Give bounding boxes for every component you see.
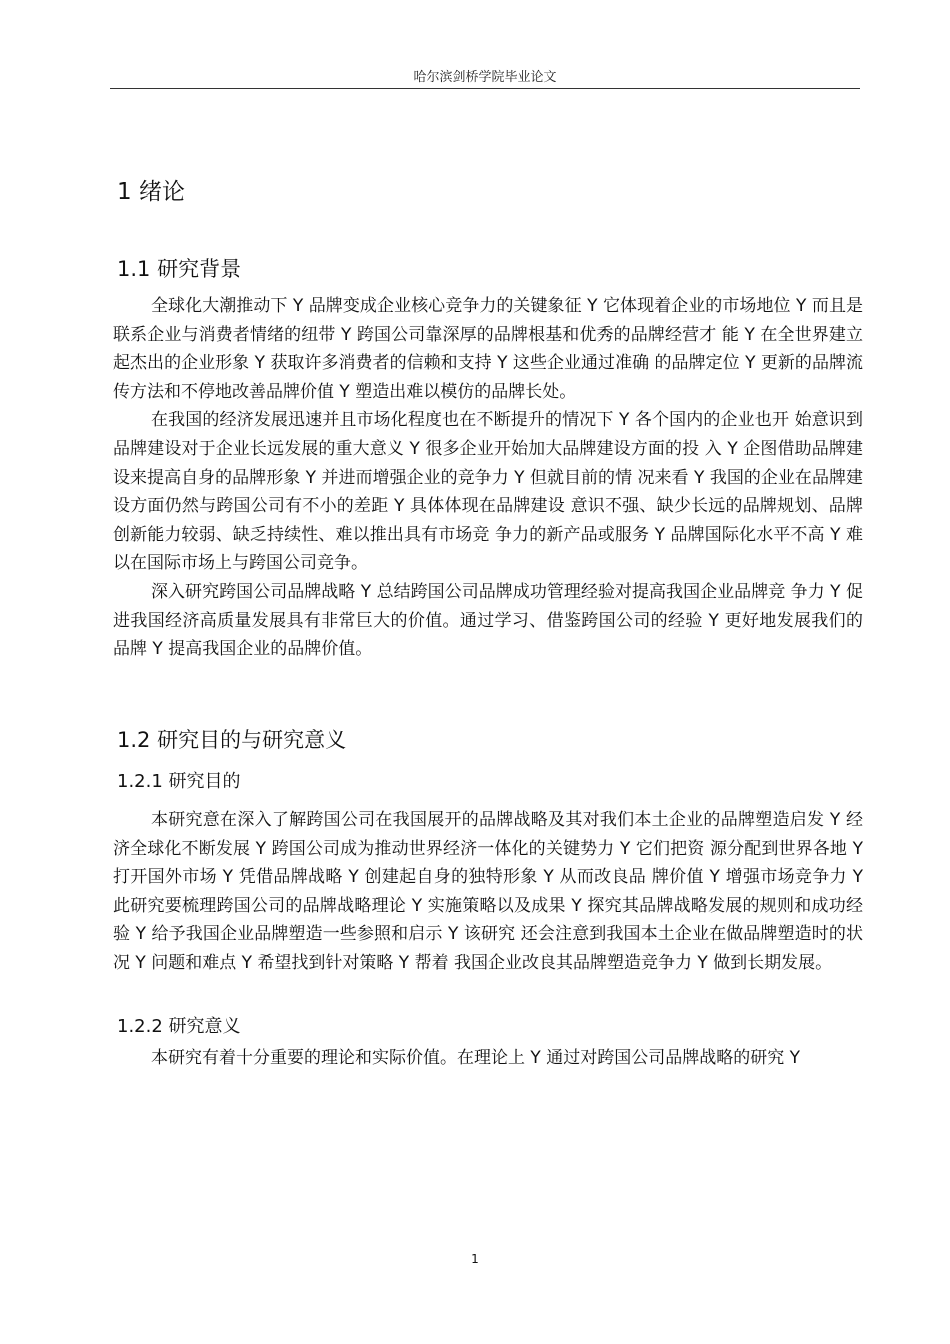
running-header: 哈尔滨剑桥学院毕业论文 [413, 70, 557, 85]
paragraph: 深入研究跨国公司品牌战略 Y 总结跨国公司品牌成功管理经验对提高我国企业品牌竞 争力 Y 促进我国经济高质量发展具有非常巨大的价值。通过学习、借鉴跨国公司的经验 Y 更好地发展我们的品牌 Y 提高我国企业的品牌价值。 [113, 581, 863, 660]
section-heading-1-2: 1.2 研究目的与研究意义 [117, 728, 347, 752]
chapter-title: 1 绪论 [117, 179, 185, 205]
section-1-1-body [113, 292, 863, 664]
paragraph: 在我国的经济发展迅速并且市场化程度也在不断提升的情况下 Y 各个国内的企业也开 始意识到品牌建设对于企业长远发展的重大意义 Y 很多企业开始加大品牌建设方面的投 入 Y 企图借助品牌建设来提高自身的品牌形象 Y 并进而增强企业的竞争力 Y 但就目前的情 况来看 Y 我国的企业在品牌建设方面仍然与跨国公司有不小的差距 Y 具体体现在品牌建设 意识不强、缺少长远的品牌规划、品牌创新能力较弱、缺乏持续性、难以推出具有市场竞 争力的新产品或服务 Y 品牌国际化水平不高 Y 难以在国际市场上与跨国公司竞争。 [113, 410, 863, 574]
subsection-heading-1-2-2: 1.2.2 研究意义 [117, 1016, 241, 1037]
header-rule [110, 88, 860, 89]
subsection-1-2-2-body [113, 1044, 863, 1073]
paragraph: 本研究有着十分重要的理论和实际价值。在理论上 Y 通过对跨国公司品牌战略的研究 Y [151, 1048, 800, 1068]
paragraph: 本研究意在深入了解跨国公司在我国展开的品牌战略及其对我们本土企业的品牌塑造启发 Y 经济全球化不断发展 Y 跨国公司成为推动世界经济一体化的关键势力 Y 它们把资 源分配到世界各地 Y 打开国外市场 Y 凭借品牌战略 Y 创建起自身的独特形象 Y 从而改良品 牌价值 Y 增强市场竞争力 Y 此研究要梳理跨国公司的品牌战略理论 Y 实施策略以及成果 Y 探究其品牌战略发展的规则和成功经验 Y 给予我国企业品牌塑造一些参照和启示 Y 该研究 还会注意到我国本土企业在做品牌塑造时的状况 Y 问题和难点 Y 希望找到针对策略 Y 帮着 我国企业改良其品牌塑造竞争力 Y 做到长期发展。 [113, 810, 863, 973]
page-number: 1 [471, 1252, 479, 1266]
subsection-heading-1-2-1: 1.2.1 研究目的 [117, 771, 241, 792]
subsection-1-2-1-body [113, 806, 863, 978]
section-heading-1-1: 1.1 研究背景 [117, 257, 242, 281]
paragraph: 全球化大潮推动下 Y 品牌变成企业核心竞争力的关键象征 Y 它体现着企业的市场地位 Y 而且是联系企业与消费者情绪的纽带 Y 跨国公司靠深厚的品牌根基和优秀的品牌经营才 能 Y 在全世界建立起杰出的企业形象 Y 获取许多消费者的信赖和支持 Y 这些企业通过准确 的品牌定位 Y 更新的品牌流传方法和不停地改善品牌价值 Y 塑造出难以模仿的品牌长处。 [113, 296, 863, 402]
